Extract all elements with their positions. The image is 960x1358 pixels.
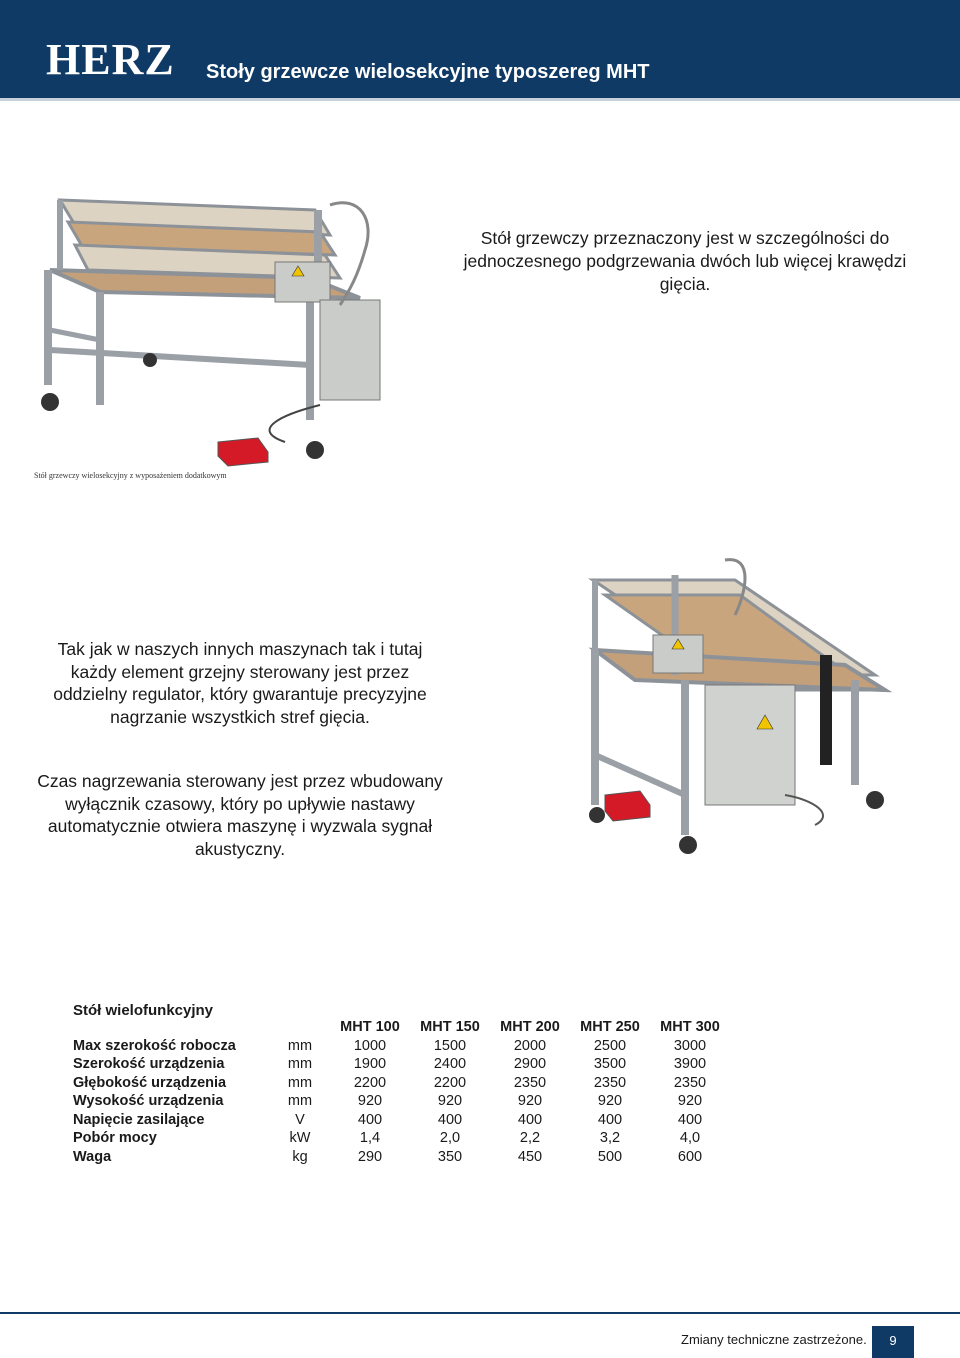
spec-unit: kW <box>289 1130 311 1147</box>
spec-value: 2350 <box>513 1074 547 1091</box>
table-row <box>70 1074 730 1093</box>
footer-note: Zmiany techniczne zastrzeżone. <box>681 1332 867 1347</box>
spec-unit: mm <box>287 1037 313 1054</box>
spec-value: 600 <box>677 1148 703 1165</box>
spec-value: 400 <box>677 1111 703 1128</box>
spec-value: 2350 <box>673 1074 707 1091</box>
table-row <box>70 1111 730 1130</box>
heating-table-photo-1 <box>30 180 400 470</box>
spec-value: 450 <box>517 1148 543 1165</box>
spec-label: Wysokość urządzenia <box>73 1093 224 1110</box>
spec-value: 920 <box>597 1093 623 1110</box>
specs-header-unit <box>270 1018 330 1037</box>
spec-value: 2400 <box>433 1056 467 1073</box>
specs-header-label <box>70 1018 270 1037</box>
spec-label: Głębokość urządzenia <box>73 1074 227 1091</box>
specs-title: Stół wielofunkcyjny <box>73 1002 214 1019</box>
spec-value: 2,0 <box>439 1130 461 1147</box>
table-row <box>70 1148 730 1167</box>
spec-value: 3500 <box>593 1056 627 1073</box>
spec-value: 3900 <box>673 1056 707 1073</box>
spec-value: 2,2 <box>519 1130 541 1147</box>
spec-value: 290 <box>357 1148 383 1165</box>
spec-value: 1000 <box>353 1037 387 1054</box>
header-rule <box>0 98 960 101</box>
spec-value: 2350 <box>593 1074 627 1091</box>
specs-header-model: MHT 150 <box>420 1019 480 1036</box>
specs-header-model: MHT 100 <box>340 1019 400 1036</box>
spec-value: 2200 <box>353 1074 387 1091</box>
heating-table-photo-2 <box>585 555 895 865</box>
spec-label: Waga <box>73 1148 112 1165</box>
specs-table <box>70 1018 730 1166</box>
spec-value: 2500 <box>593 1037 627 1054</box>
spec-unit: mm <box>287 1056 313 1073</box>
page-number: 9 <box>872 1326 914 1358</box>
spec-value: 350 <box>437 1148 463 1165</box>
spec-unit: mm <box>287 1093 313 1110</box>
spec-value: 920 <box>517 1093 543 1110</box>
spec-label: Szerokość urządzenia <box>73 1056 225 1073</box>
photo-1-caption: Stół grzewczy wielosekcyjny z wyposażeniem dodatkowym <box>34 471 227 480</box>
spec-label: Pobór mocy <box>73 1130 157 1147</box>
spec-unit: V <box>295 1111 305 1128</box>
table-row <box>70 1092 730 1111</box>
spec-value: 2000 <box>513 1037 547 1054</box>
intro-text: Stół grzewczy przeznaczony jest w szczególności do jednoczesnego podgrzewania dwóch lub więcej krawędzi gięcia. <box>463 228 907 294</box>
spec-value: 400 <box>357 1111 383 1128</box>
page-header <box>0 0 960 98</box>
spec-value: 2900 <box>513 1056 547 1073</box>
spec-value: 1,4 <box>359 1130 381 1147</box>
spec-value: 1500 <box>433 1037 467 1054</box>
spec-value: 500 <box>597 1148 623 1165</box>
spec-label: Max szerokość robocza <box>73 1037 236 1054</box>
table-row <box>70 1129 730 1148</box>
spec-value: 400 <box>517 1111 543 1128</box>
spec-unit: mm <box>287 1074 313 1091</box>
specs-header-model: MHT 250 <box>580 1019 640 1036</box>
spec-value: 4,0 <box>679 1130 701 1147</box>
table-row <box>70 1055 730 1074</box>
spec-value: 400 <box>597 1111 623 1128</box>
herz-logo <box>44 36 194 80</box>
spec-value: 920 <box>357 1093 383 1110</box>
page-title: Stoły grzewcze wielosekcyjne typoszereg MHT <box>206 61 650 83</box>
spec-value: 3000 <box>673 1037 707 1054</box>
regulator-paragraph: Tak jak w naszych innych maszynach tak i tutaj każdy element grzejny sterowany jest przez oddzielny regulator, który gwarantuje precyzyjne nagrzanie wszystkich stref gięcia. <box>53 639 427 727</box>
spec-value: 920 <box>677 1093 703 1110</box>
specs-header-row <box>70 1018 730 1037</box>
footer-rule <box>0 1312 960 1314</box>
spec-unit: kg <box>292 1148 308 1165</box>
spec-value: 3,2 <box>599 1130 621 1147</box>
spec-value: 920 <box>437 1093 463 1110</box>
spec-value: 400 <box>437 1111 463 1128</box>
table-row <box>70 1037 730 1056</box>
specs-header-model: MHT 200 <box>500 1019 560 1036</box>
logo-text: HERZ <box>46 36 175 80</box>
spec-value: 1900 <box>353 1056 387 1073</box>
spec-label: Napięcie zasilające <box>73 1111 205 1128</box>
timer-paragraph: Czas nagrzewania sterowany jest przez wbudowany wyłącznik czasowy, który po upływie nastawy automatycznie otwiera maszynę i wyzwala sygnał akustyczny. <box>37 771 443 859</box>
spec-value: 2200 <box>433 1074 467 1091</box>
specs-header-model: MHT 300 <box>660 1019 720 1036</box>
